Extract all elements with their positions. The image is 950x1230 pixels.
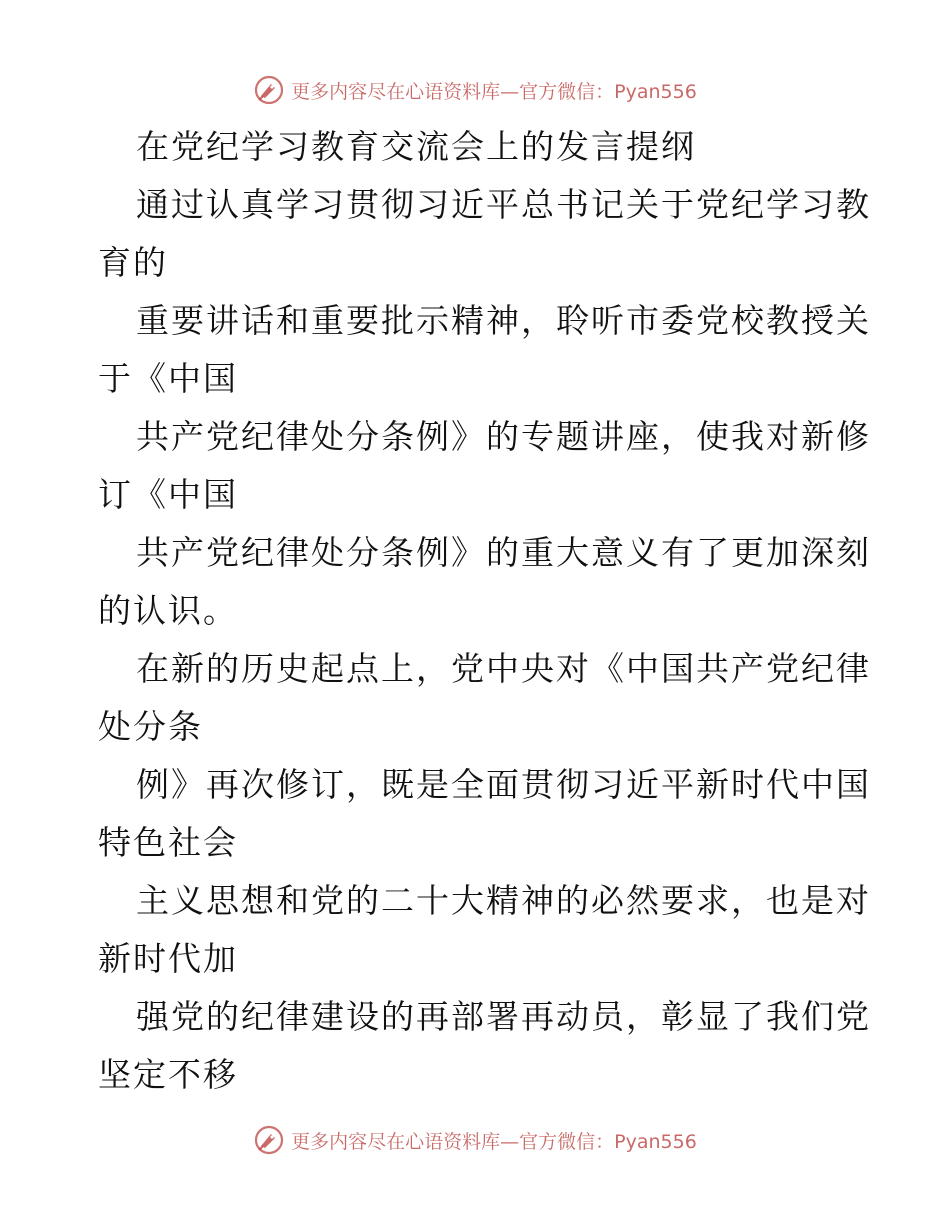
- document-title: 在党纪学习教育交流会上的发言提纲: [136, 127, 696, 166]
- text-line: 例》再次修订，既是全面贯彻习近平新时代中国: [136, 765, 871, 804]
- text-line: 共产党纪律处分条例》的重大意义有了更加深刻: [136, 533, 871, 572]
- text-line: 育的: [98, 243, 168, 282]
- watermark-wechat-id: Pyan556: [614, 1130, 697, 1153]
- text-line: 共产党纪律处分条例》的专题讲座，使我对新修: [136, 417, 871, 456]
- pen-nib-logo-icon: [253, 74, 285, 106]
- text-line: 在新的历史起点上，党中央对《中国共产党纪律: [136, 649, 871, 688]
- watermark-wechat-id: Pyan556: [614, 80, 697, 103]
- text-line: 通过认真学习贯彻习近平总书记关于党纪学习教: [136, 185, 871, 224]
- footer-watermark: [0, 1122, 950, 1158]
- text-line: 新时代加: [98, 939, 238, 978]
- text-line: 特色社会: [98, 823, 238, 862]
- text-line: 坚定不移: [98, 1055, 238, 1094]
- watermark-text: 更多内容尽在心语资料库—官方微信：Pyan556: [291, 80, 697, 103]
- text-line: 的认识。: [98, 591, 238, 630]
- pen-nib-logo-icon: [253, 1124, 285, 1156]
- document-body: [98, 118, 871, 1104]
- watermark-text: 更多内容尽在心语资料库—官方微信：Pyan556: [291, 1130, 697, 1153]
- text-line: 于《中国: [98, 359, 238, 398]
- text-line: 重要讲话和重要批示精神，聆听市委党校教授关: [136, 301, 871, 340]
- header-watermark: [0, 72, 950, 108]
- text-line: 订《中国: [98, 475, 238, 514]
- text-line: 处分条: [98, 707, 203, 746]
- text-line: 强党的纪律建设的再部署再动员，彰显了我们党: [136, 997, 871, 1036]
- text-line: 主义思想和党的二十大精神的必然要求，也是对: [136, 881, 871, 920]
